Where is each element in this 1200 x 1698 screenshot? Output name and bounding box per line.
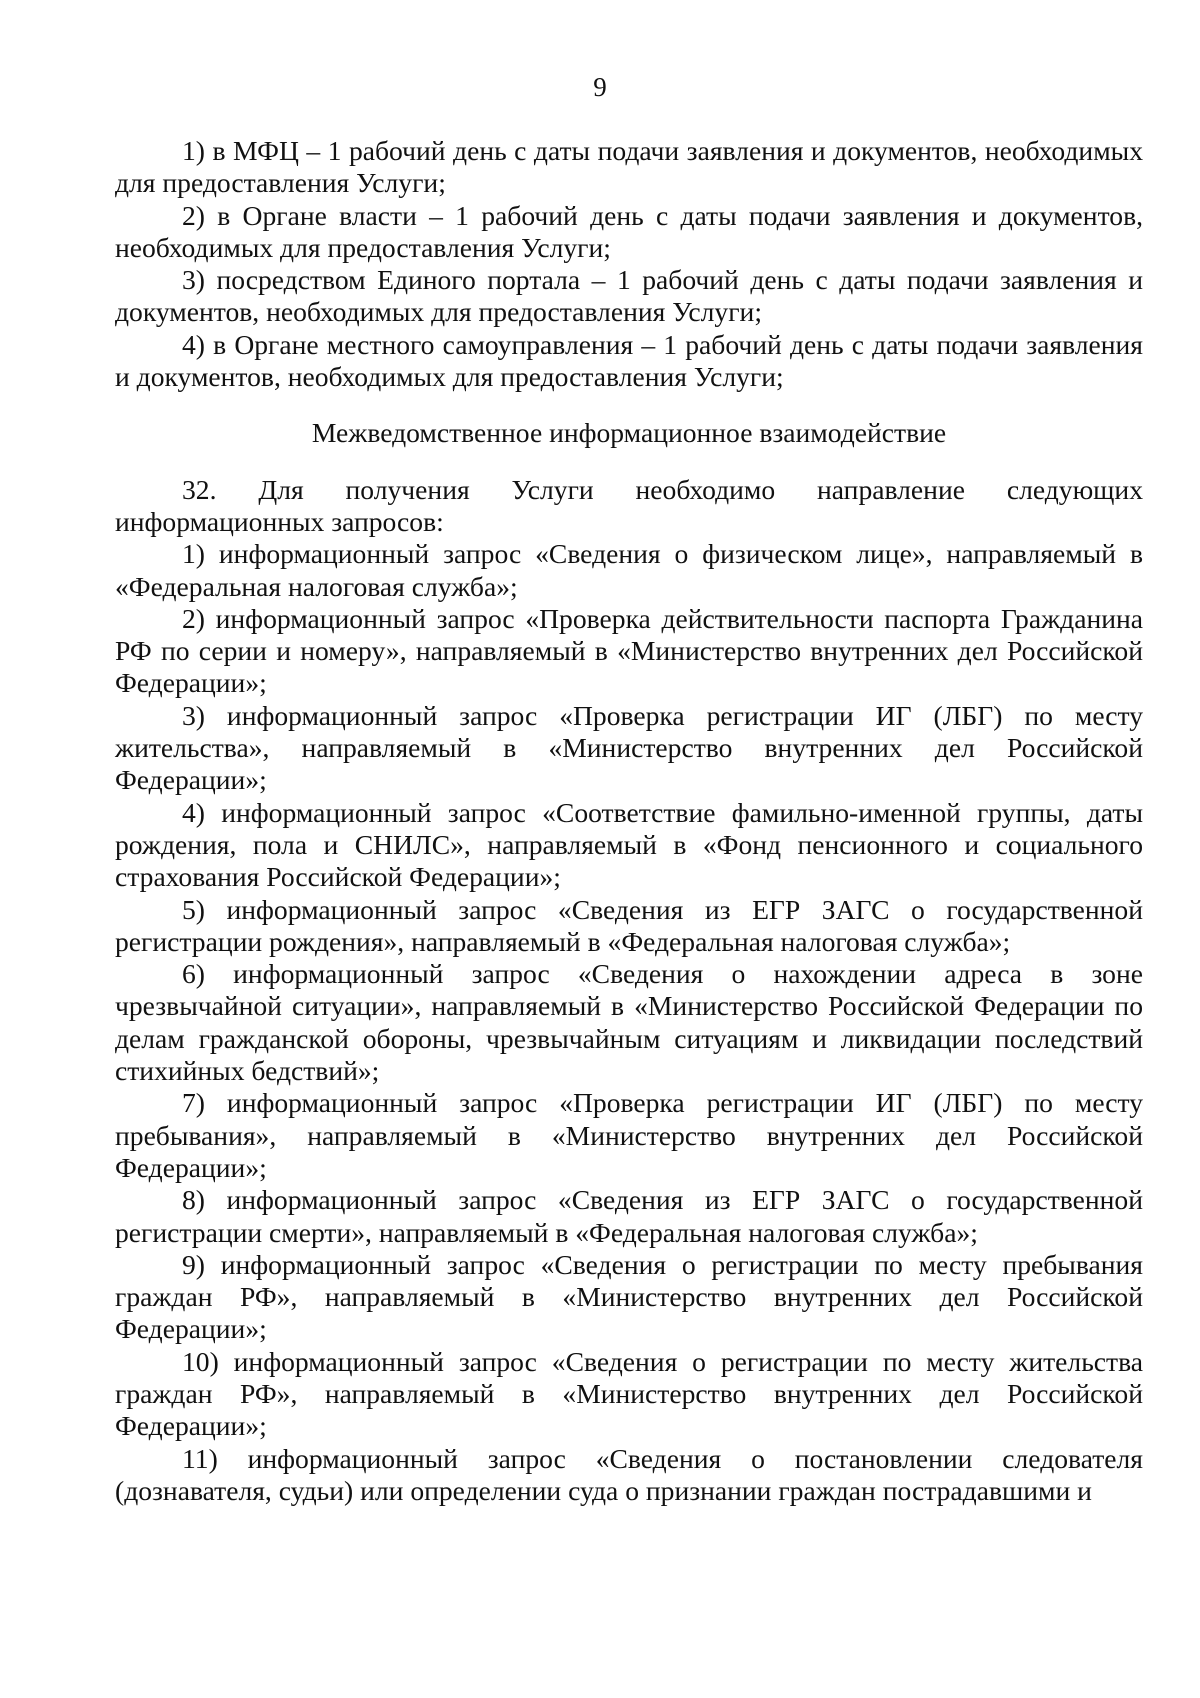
request-item: 9) информационный запрос «Сведения о регистрации по месту пребывания граждан РФ», направляемый в «Министерство внутренних дел Российской Федерации»; (115, 1248, 1143, 1345)
request-item: 3) информационный запрос «Проверка регистрации ИГ (ЛБГ) по месту жительства», направляемый в «Министерство внутренних дел Российской Федерации»; (115, 699, 1143, 796)
section-intro: 32. Для получения Услуги необходимо направление следующих информационных запросов: (115, 473, 1143, 537)
request-item: 1) информационный запрос «Сведения о физическом лице», направляемый в «Федеральная налоговая служба»; (115, 538, 1143, 602)
request-item: 5) информационный запрос «Сведения из ЕГР ЗАГС о государственной регистрации рождения», направляемый в «Федеральная налоговая служба»; (115, 893, 1143, 957)
list-item: 4) в Органе местного самоуправления – 1 рабочий день с даты подачи заявления и документов, необходимых для предоставления Услуги; (115, 328, 1143, 393)
section-heading: Межведомственное информационное взаимодействие (311, 417, 947, 449)
request-item: 4) информационный запрос «Соответствие фамильно-именной группы, даты рождения, пола и СНИЛС», направляемый в «Фонд пенсионного и социального страхования Российской Федерации»; (115, 796, 1143, 893)
list-item: 3) посредством Единого портала – 1 рабочий день с даты подачи заявления и документов, необходимых для предоставления Услуги; (115, 264, 1143, 328)
document-body (115, 135, 1143, 1507)
request-item: 8) информационный запрос «Сведения из ЕГР ЗАГС о государственной регистрации смерти», направляемый в «Федеральная налоговая служба»; (115, 1184, 1143, 1248)
request-item: 7) информационный запрос «Проверка регистрации ИГ (ЛБГ) по месту пребывания», направляемый в «Министерство внутренних дел Российской Федерации»; (115, 1087, 1143, 1183)
request-item: 6) информационный запрос «Сведения о нахождении адреса в зоне чрезвычайной ситуации», направляемый в «Министерство Российской Федерации по делам гражданской обороны, чрезвычайным ситуациям и ликвидации последствий стихийных бедствий»; (115, 958, 1143, 1087)
list-item: 2) в Органе власти – 1 рабочий день с даты подачи заявления и документов, необходимых для предоставления Услуги; (115, 199, 1143, 263)
request-item: 2) информационный запрос «Проверка действительности паспорта Гражданина РФ по серии и номеру», направляемый в «Министерство внутренних дел Российской Федерации»; (115, 602, 1143, 699)
page-number: 9 (593, 72, 607, 102)
request-item: 10) информационный запрос «Сведения о регистрации по месту жительства граждан РФ», направляемый в «Министерство внутренних дел Российской Федерации»; (115, 1345, 1143, 1442)
request-item: 11) информационный запрос «Сведения о постановлении следователя (дознавателя, судьи) или определении суда о признании граждан пострадавшими и (115, 1442, 1143, 1506)
list-item: 1) в МФЦ – 1 рабочий день с даты подачи заявления и документов, необходимых для предоставления Услуги; (115, 135, 1143, 199)
